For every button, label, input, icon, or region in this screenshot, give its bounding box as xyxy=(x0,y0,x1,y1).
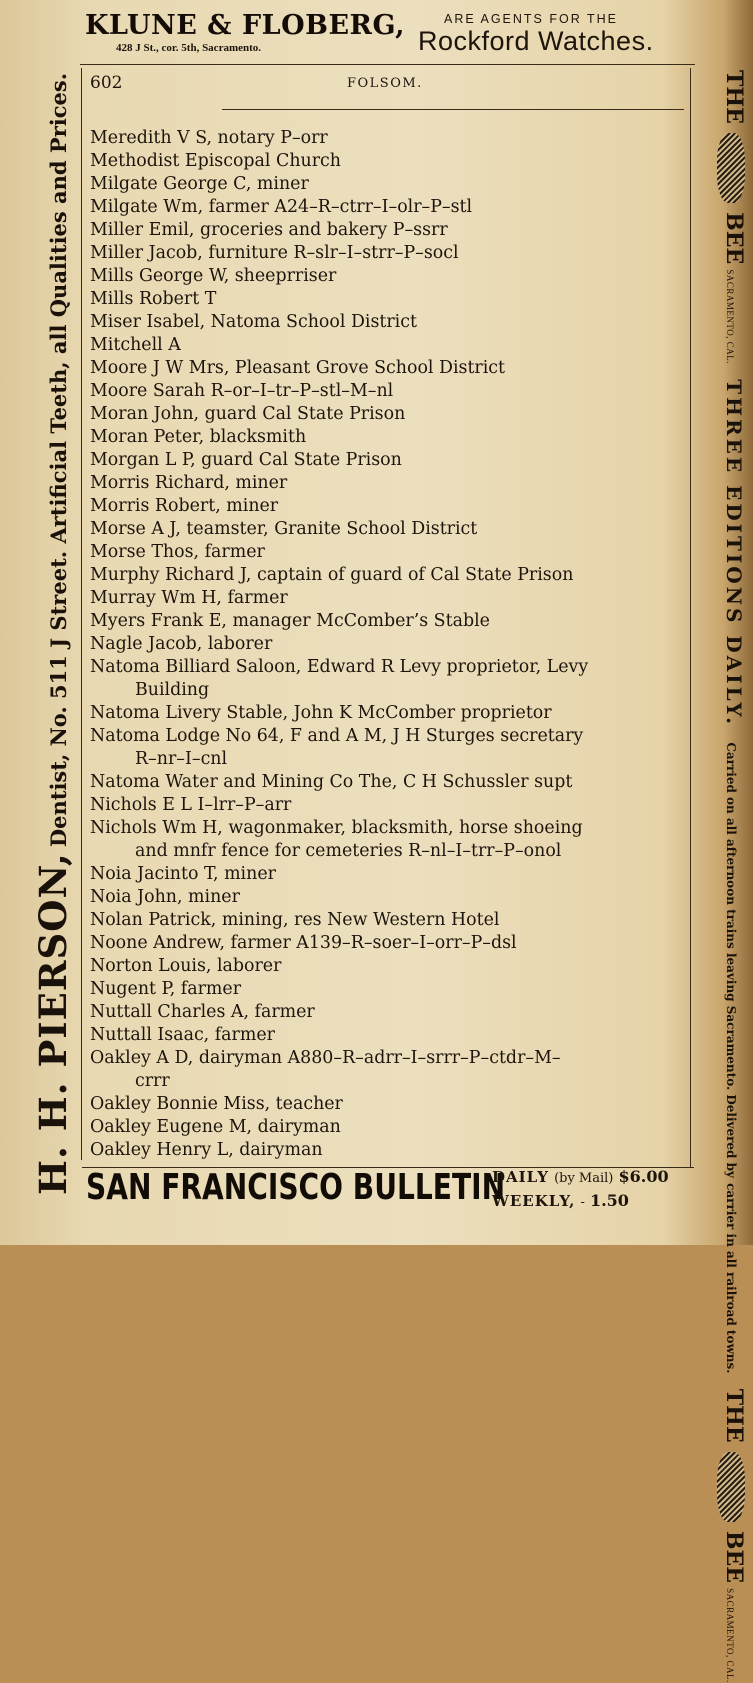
daily-price: $6.00 xyxy=(618,1167,669,1186)
directory-entry xyxy=(90,817,686,863)
left-ad-name: H. H. PIERSON, xyxy=(31,852,75,1195)
entry-continuation: Building xyxy=(135,680,210,700)
directory-entry xyxy=(90,380,686,403)
entry-text: Moore Sarah R–or–I–tr–P–stl–M–nl xyxy=(90,381,394,401)
directory-entry xyxy=(90,1116,686,1139)
daily-label: DAILY xyxy=(492,1168,549,1186)
left-advertisement xyxy=(31,72,81,1195)
right-ad-location-bottom: SACRAMENTO, CAL. xyxy=(725,1588,735,1683)
top-advertisement xyxy=(80,6,700,62)
right-margin-rule xyxy=(690,68,691,1168)
entry-text: Nugent P, farmer xyxy=(90,979,242,999)
entry-text: Nuttall Charles A, farmer xyxy=(90,1002,315,1022)
entry-text: Nuttall Isaac, farmer xyxy=(90,1025,275,1045)
right-ad-the-bottom: THE xyxy=(721,1388,747,1443)
right-ad-line2: carrier in all railroad towns. xyxy=(724,1183,738,1374)
page-number: 602 xyxy=(90,73,123,93)
entry-text: Nagle Jacob, laborer xyxy=(90,634,273,654)
right-ad-headline: THREE EDITIONS DAILY. xyxy=(722,379,746,728)
entry-text: Oakley A D, dairyman A880–R–adrr–I–srrr–P–ctdr–M– xyxy=(90,1048,561,1068)
entry-text: Morgan L P, guard Cal State Prison xyxy=(90,450,402,470)
right-ad-bee-bottom: BEE xyxy=(721,1530,747,1583)
entry-text: Nichols Wm H, wagonmaker, blacksmith, horse shoeing xyxy=(90,818,583,838)
directory-entry xyxy=(90,656,686,702)
left-ad-text: Dentist, No. 511 J Street. Artificial Teeth, all Qualities and Prices. xyxy=(46,72,71,848)
directory-entry xyxy=(90,978,686,1001)
entry-text: Moore J W Mrs, Pleasant Grove School District xyxy=(90,358,506,378)
bee-emblem-icon-bottom xyxy=(718,1452,746,1522)
agents-text: ARE AGENTS FOR THE xyxy=(444,12,618,26)
footer-paper-name: SAN FRANCISCO BULLETIN xyxy=(86,1167,506,1208)
directory-entry xyxy=(90,955,686,978)
right-ad-the-top: THE xyxy=(721,70,747,124)
directory-entry xyxy=(90,518,686,541)
directory-entry xyxy=(90,127,686,150)
directory-entry xyxy=(90,334,686,357)
watches-text: Rockford Watches. xyxy=(418,26,654,56)
entry-text: Norton Louis, laborer xyxy=(90,956,282,976)
directory-entry xyxy=(90,173,686,196)
directory-entry xyxy=(90,633,686,656)
firm-name: KLUNE & FLOBERG, xyxy=(85,10,405,41)
entry-continuation: R–nr–I–cnl xyxy=(135,749,228,769)
entry-text: Morris Robert, miner xyxy=(90,496,279,516)
entry-text: Mills Robert T xyxy=(90,289,217,309)
section-title: FOLSOM. xyxy=(347,76,423,91)
directory-entry xyxy=(90,472,686,495)
entry-text: Milgate George C, miner xyxy=(90,174,309,194)
directory-entry xyxy=(90,196,686,219)
directory-entry xyxy=(90,1093,686,1116)
entry-continuation: crrr xyxy=(135,1071,170,1091)
directory-entry xyxy=(90,541,686,564)
footer-rates xyxy=(492,1166,702,1214)
entry-text: Murray Wm H, farmer xyxy=(90,588,288,608)
directory-entry xyxy=(90,610,686,633)
entry-text: Mitchell A xyxy=(90,335,181,355)
by-mail-note: (by Mail) xyxy=(554,1171,614,1186)
directory-entry xyxy=(90,1001,686,1024)
directory-entry xyxy=(90,265,686,288)
directory-entries xyxy=(90,127,686,1162)
entry-text: Noone Andrew, farmer A139–R–soer–I–orr–P–dsl xyxy=(90,933,517,953)
entry-text: Myers Frank E, manager McComber’s Stable xyxy=(90,611,490,631)
right-ad-bee-top: BEE xyxy=(721,212,747,265)
directory-entry xyxy=(90,311,686,334)
weekly-label: WEEKLY, xyxy=(492,1192,576,1210)
directory-entry xyxy=(90,449,686,472)
entry-text: Morse Thos, farmer xyxy=(90,542,265,562)
entry-text: Miser Isabel, Natoma School District xyxy=(90,312,417,332)
bee-emblem-icon xyxy=(718,133,746,203)
entry-text: Natoma Lodge No 64, F and A M, J H Sturges secretary xyxy=(90,726,584,746)
firm-address: 428 J St., cor. 5th, Sacramento. xyxy=(116,42,262,54)
entry-text: Nichols E L I–lrr–P–arr xyxy=(90,795,292,815)
directory-entry xyxy=(90,357,686,380)
entry-text: Miller Jacob, furniture R–slr–I–strr–P–socl xyxy=(90,243,459,263)
entry-text: Oakley Eugene M, dairyman xyxy=(90,1117,341,1137)
entry-text: Moran Peter, blacksmith xyxy=(90,427,307,447)
entry-text: Murphy Richard J, captain of guard of Cal State Prison xyxy=(90,565,574,585)
right-ad-line1: Carried on all afternoon trains leaving Sacramento. Delivered by xyxy=(724,742,738,1178)
daily-rate-row xyxy=(492,1166,702,1190)
directory-entry xyxy=(90,702,686,725)
directory-entry xyxy=(90,794,686,817)
entry-text: Moran John, guard Cal State Prison xyxy=(90,404,406,424)
weekly-rate-row xyxy=(492,1190,702,1214)
directory-entry xyxy=(90,932,686,955)
directory-entry xyxy=(90,495,686,518)
entry-text: Methodist Episcopal Church xyxy=(90,151,341,171)
directory-entry xyxy=(90,863,686,886)
entry-text: Oakley Bonnie Miss, teacher xyxy=(90,1094,343,1114)
right-ad-location-top: SACRAMENTO, CAL. xyxy=(725,269,735,364)
directory-entry xyxy=(90,564,686,587)
entry-text: Natoma Water and Mining Co The, C H Schussler supt xyxy=(90,772,573,792)
entry-text: Nolan Patrick, mining, res New Western Hotel xyxy=(90,910,500,930)
directory-entry xyxy=(90,219,686,242)
banner-divider xyxy=(80,64,695,65)
entry-text: Mills George W, sheeprriser xyxy=(90,266,337,286)
entry-text: Noia Jacinto T, miner xyxy=(90,864,276,884)
directory-entry xyxy=(90,1139,686,1162)
directory-entry xyxy=(90,587,686,610)
entry-text: Oakley Henry L, dairyman xyxy=(90,1140,323,1160)
weekly-price: 1.50 xyxy=(589,1191,629,1210)
entry-text: Morris Richard, miner xyxy=(90,473,288,493)
entry-text: Miller Emil, groceries and bakery P–ssrr xyxy=(90,220,448,240)
entry-continuation: and mnfr fence for cemeteries R–nl–I–trr–P–onol xyxy=(135,841,562,861)
entry-text: Morse A J, teamster, Granite School District xyxy=(90,519,478,539)
entry-text: Noia John, miner xyxy=(90,887,240,907)
directory-entry xyxy=(90,403,686,426)
entry-text: Milgate Wm, farmer A24–R–ctrr–I–olr–P–stl xyxy=(90,197,473,217)
entry-text: Meredith V S, notary P–orr xyxy=(90,128,328,148)
weekly-dash: - xyxy=(580,1195,585,1210)
directory-entry xyxy=(90,242,686,265)
directory-entry xyxy=(90,150,686,173)
left-margin-rule xyxy=(81,68,82,1160)
directory-entry xyxy=(90,886,686,909)
directory-entry xyxy=(90,771,686,794)
directory-entry xyxy=(90,909,686,932)
directory-entry xyxy=(90,725,686,771)
entry-text: Natoma Livery Stable, John K McComber proprietor xyxy=(90,703,552,723)
directory-entry xyxy=(90,1024,686,1047)
directory-entry xyxy=(90,1047,686,1093)
entry-text: Natoma Billiard Saloon, Edward R Levy proprietor, Levy xyxy=(90,657,589,677)
right-advertisement xyxy=(697,70,747,1683)
header-divider xyxy=(222,109,684,110)
directory-entry xyxy=(90,426,686,449)
directory-entry xyxy=(90,288,686,311)
